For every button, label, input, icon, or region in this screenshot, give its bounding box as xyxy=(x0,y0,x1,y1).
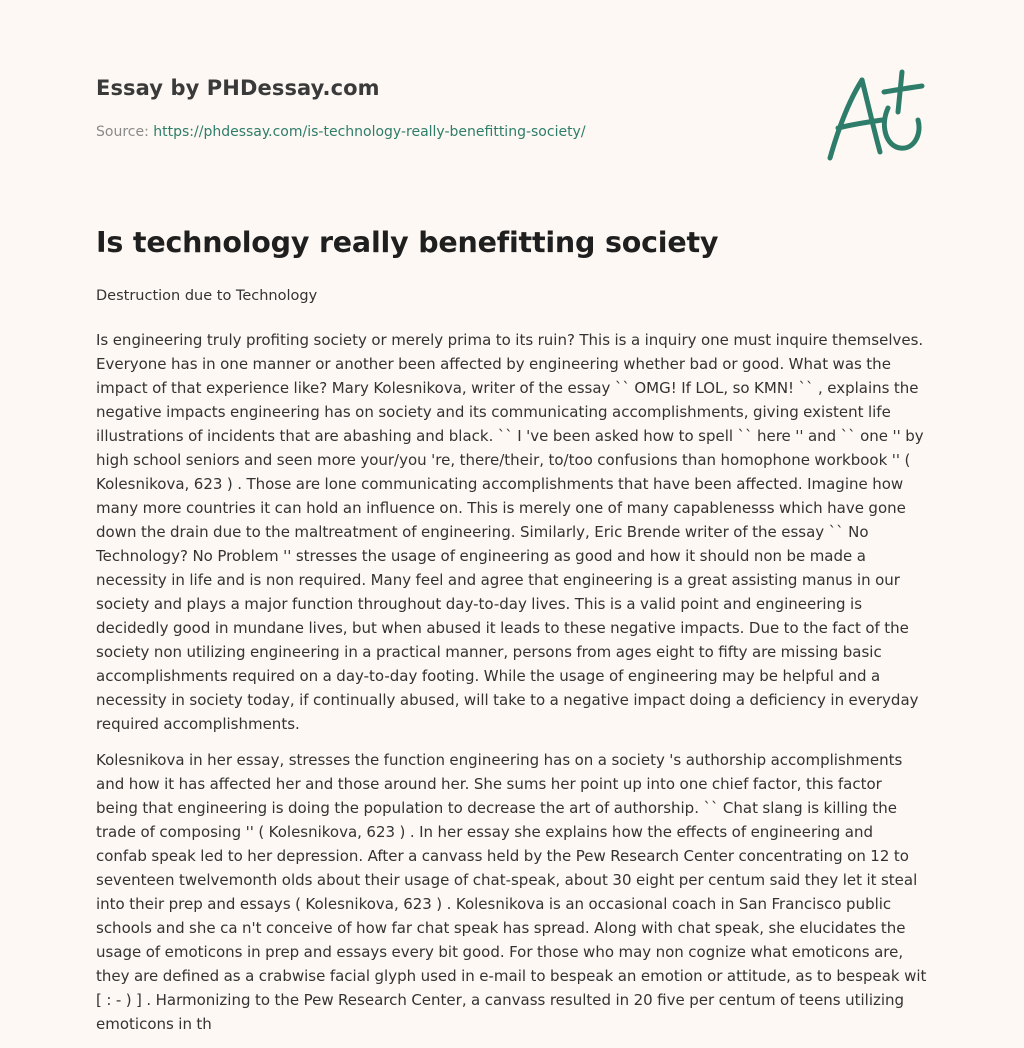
essay-paragraph: Kolesnikova in her essay, stresses the function engineering has on a society 's authorship accomplishments and how it has affected her and those around her. She sums her point up into one chief factor, this factor being that engineering is doing the population to decrease the art of authorship. `` Chat slang is killing the trade of composing '' ( Kolesnikova, 623 ) . In her essay she explains how the effects of engineering and confab speak led to her depression. After a canvass held by the Pew Research Center concentrating on 12 to seventeen twelvemonth olds about their usage of chat-speak, about 30 eight per centum said they let it steal into their prep and essays ( Kolesnikova, 623 ) . Kolesnikova is an occasional coach in San Francisco public schools and she ca n't conceive of how far chat speak has spread. Along with chat speak, she elucidates the usage of emoticons in prep and essays every bit good. For those who may non cognize what emoticons are, they are defined as a crabwise facial glyph used in e-mail to bespeak an emotion or attitude, as to bespeak wit [ : - ) ] . Harmonizing to the Pew Research Center, a canvass resulted in 20 five per centum of teens utilizing emoticons in th xyxy=(96,751,927,1033)
essay-body xyxy=(96,328,928,1048)
essay-title: Is technology really benefitting society xyxy=(96,226,719,259)
source-link[interactable]: https://phdessay.com/is-technology-really-benefitting-society/ xyxy=(153,124,586,140)
a-plus-grade-icon xyxy=(824,68,928,164)
site-brand: Essay by PHDessay.com xyxy=(96,76,380,100)
essay-subtitle: Destruction due to Technology xyxy=(96,288,318,304)
source-line xyxy=(96,124,586,140)
essay-paragraph: Is engineering truly profiting society or merely prima to its ruin? This is a inquiry one must inquire themselves. Everyone has in one manner or another been affected by engineering whether bad or good. What was the impact of that experience like? Mary Kolesnikova, writer of the essay `` OMG! If LOL, so KMN! `` , explains the negative impacts engineering has on society and its communicating accomplishments, giving existent life illustrations of incidents that are abashing and black. `` I 've been asked how to spell `` here '' and `` one '' by high school seniors and seen more your/you 're, there/their, to/too confusions than homophone workbook '' ( Kolesnikova, 623 ) . Those are lone communicating accomplishments that have been affected. Imagine how many more countries it can hold an influence on. This is merely one of many capablenesss which have gone down the drain due to the maltreatment of engineering. Similarly, Eric Brende writer of the essay `` No Technology? No Problem '' stresses the usage of engineering as good and how it should non be made a necessity in life and is non required. Many feel and agree that engineering is a great assisting manus in our society and plays a major function throughout day-to-day lives. This is a valid point and engineering is decidedly good in mundane lives, but when abused it leads to these negative impacts. Due to the fact of the society non utilizing engineering in a practical manner, persons from ages eight to fifty are missing basic accomplishments required on a day-to-day footing. While the usage of engineering may be helpful and a necessity in society today, if continually abused, will take to a negative impact doing a deficiency in everyday required accomplishments. xyxy=(96,331,924,733)
source-label: Source: xyxy=(96,124,149,140)
